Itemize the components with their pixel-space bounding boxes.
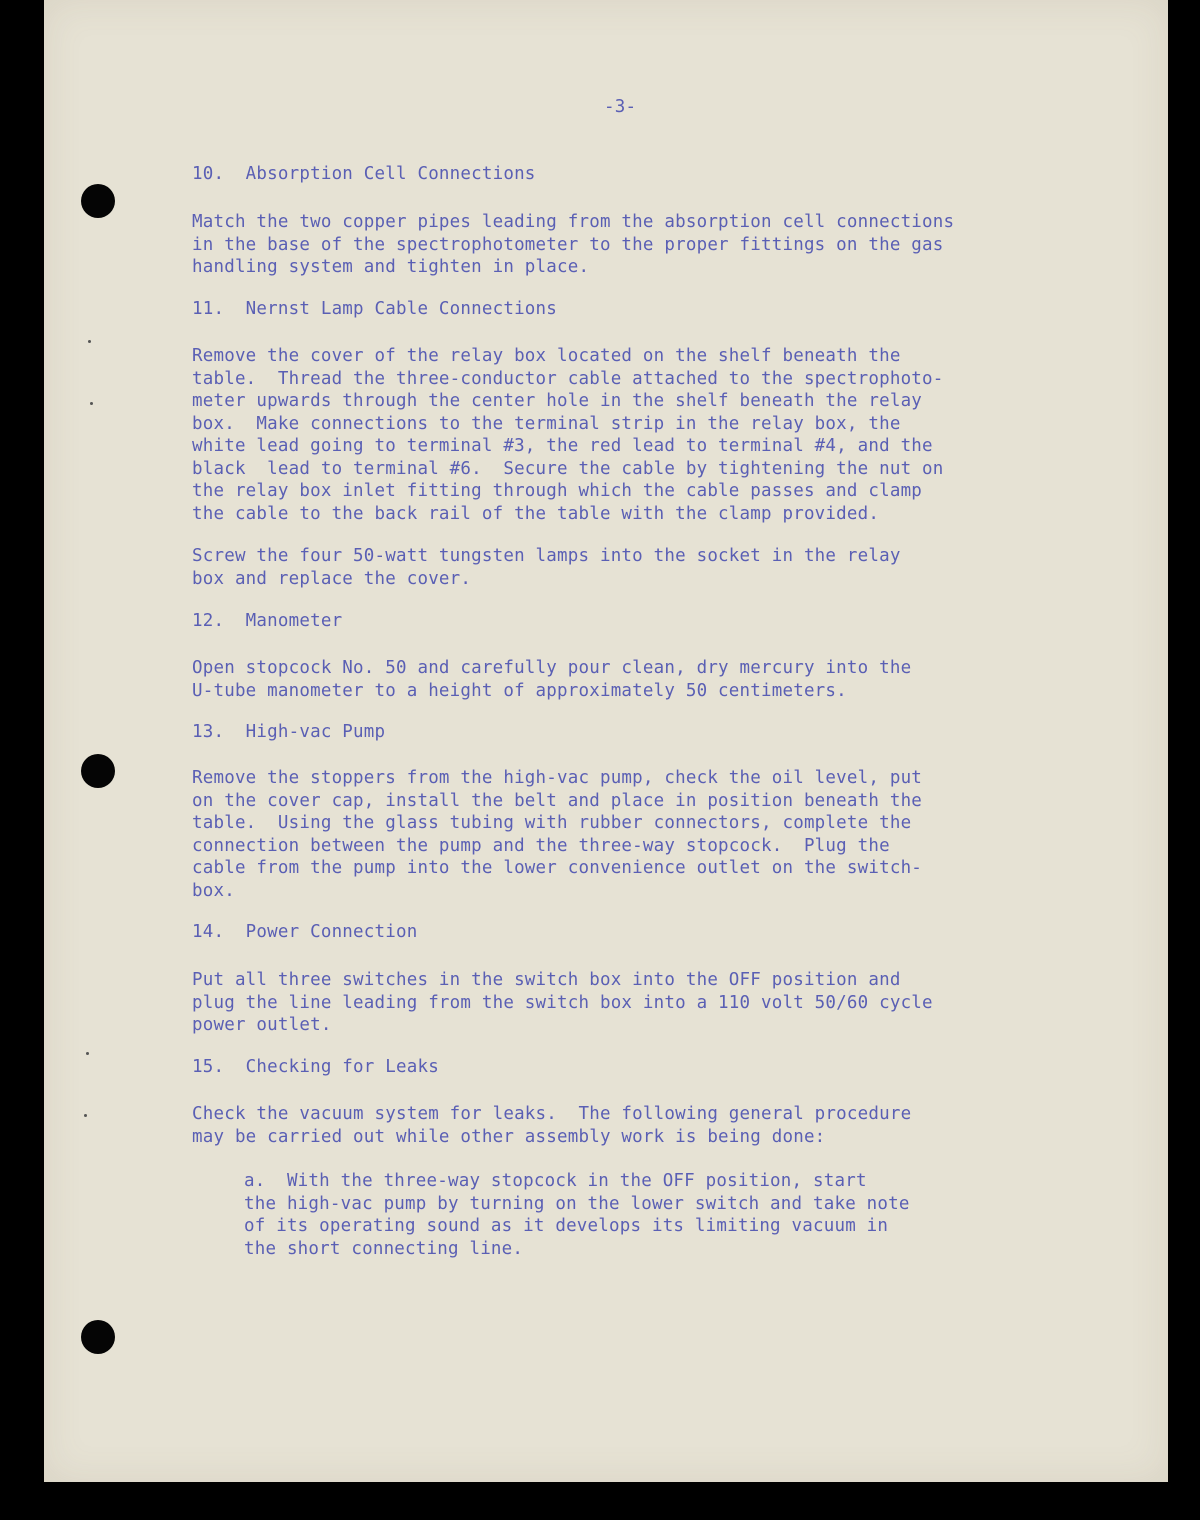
paper-speck <box>90 402 93 405</box>
punch-hole <box>81 1320 115 1354</box>
section-heading: 15. Checking for Leaks <box>192 1057 439 1077</box>
section-paragraph: Screw the four 50-watt tungsten lamps into the socket in the relay box and replace the cover. <box>192 546 901 589</box>
section-paragraph: Open stopcock No. 50 and carefully pour clean, dry mercury into the U-tube manometer to a height of approximately 50 centimeters. <box>192 658 912 701</box>
paper-speck <box>88 340 91 343</box>
punch-hole <box>81 184 115 218</box>
section-heading: 12. Manometer <box>192 611 343 631</box>
section-paragraph: Match the two copper pipes leading from the absorption cell connections in the base of the spectrophotometer to the proper fittings on the gas handling system and tighten in place. <box>192 212 955 277</box>
section-paragraph: Remove the stoppers from the high-vac pump, check the oil level, put on the cover cap, install the belt and place in position beneath the table. Using the glass tubing with rubber connectors, complete the connection between the pump and the three-way stopcock. Plug the cable from the pump into the lower convenience outlet on the switch- box. <box>192 768 923 901</box>
section-heading: 14. Power Connection <box>192 922 418 942</box>
section-heading: 13. High-vac Pump <box>192 722 386 742</box>
punch-hole <box>81 754 115 788</box>
section-heading: 11. Nernst Lamp Cable Connections <box>192 299 558 319</box>
section-paragraph: Check the vacuum system for leaks. The following general procedure may be carried out while other assembly work is being done: <box>192 1104 912 1147</box>
page-number: -3- <box>604 97 637 117</box>
list-item: a. With the three-way stopcock in the OFF position, start the high-vac pump by turning on the lower switch and take note of its operating sound as it develops its limiting vacuum in the short connecting line. <box>244 1171 910 1259</box>
section-paragraph: Remove the cover of the relay box located on the shelf beneath the table. Thread the three-conductor cable attached to the spectrophoto- meter upwards through the center hole in the shelf beneath the relay box. Make connections to the terminal strip in the relay box, the white lead going to terminal #3, the red lead to terminal #4, and the black lead to terminal #6. Secure the cable by tightening the nut on the relay box inlet fitting through which the cable passes and clamp the cable to the back rail of the table with the clamp provided. <box>192 346 944 524</box>
paper-speck <box>84 1114 87 1117</box>
section-paragraph: Put all three switches in the switch box into the OFF position and plug the line leading from the switch box into a 110 volt 50/60 cycle power outlet. <box>192 970 933 1035</box>
paper-speck <box>86 1052 89 1055</box>
section-heading: 10. Absorption Cell Connections <box>192 164 536 184</box>
